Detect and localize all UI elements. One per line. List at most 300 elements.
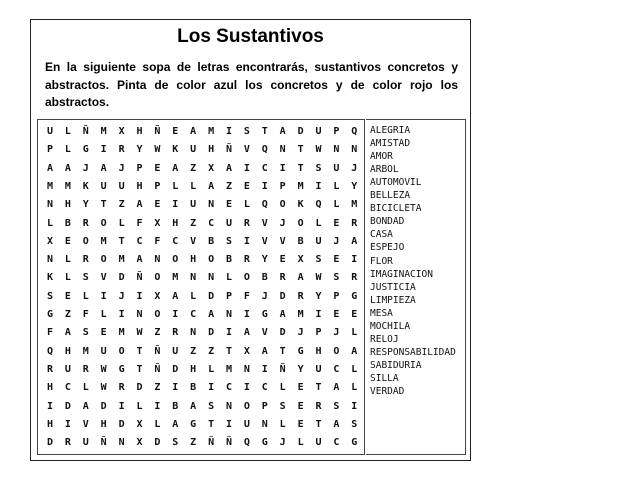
grid-letter[interactable]: O <box>154 309 161 320</box>
grid-letter[interactable]: R <box>297 290 304 302</box>
grid-letter[interactable]: S <box>333 272 340 284</box>
grid-letter[interactable]: O <box>279 199 286 211</box>
grid-letter[interactable]: E <box>64 290 71 302</box>
grid-letter[interactable]: H <box>46 382 54 394</box>
grid-letter[interactable]: Ñ <box>154 126 161 137</box>
grid-letter[interactable]: R <box>82 217 89 229</box>
grid-letter[interactable]: E <box>297 418 304 430</box>
grid-letter[interactable]: L <box>279 382 286 394</box>
grid-letter[interactable]: F <box>82 309 89 320</box>
grid-letter[interactable]: L <box>315 217 322 229</box>
grid-letter[interactable]: G <box>297 345 304 357</box>
grid-letter[interactable]: V <box>261 235 268 247</box>
grid-letter[interactable]: P <box>333 126 340 137</box>
grid-letter[interactable]: L <box>351 327 358 339</box>
grid-letter[interactable]: A <box>136 199 143 211</box>
grid-letter[interactable]: Ñ <box>154 345 161 357</box>
grid-letter[interactable]: N <box>208 272 215 284</box>
grid-letter[interactable]: S <box>172 437 179 449</box>
grid-letter[interactable]: I <box>279 162 286 174</box>
grid-letter[interactable]: X <box>136 437 143 449</box>
grid-letter[interactable]: Z <box>118 199 125 211</box>
grid-letter[interactable]: D <box>118 418 125 430</box>
grid-letter[interactable]: U <box>46 126 54 137</box>
grid-letter[interactable]: I <box>243 162 250 174</box>
grid-letter[interactable]: T <box>279 345 286 357</box>
grid-letter[interactable]: P <box>154 180 161 192</box>
grid-letter[interactable]: Z <box>190 345 197 357</box>
grid-letter[interactable]: I <box>118 309 125 320</box>
grid-letter[interactable]: B <box>225 254 233 266</box>
grid-letter[interactable]: X <box>118 126 125 137</box>
grid-letter[interactable]: Y <box>261 254 268 266</box>
grid-letter[interactable]: L <box>333 199 340 211</box>
grid-letter[interactable]: Q <box>243 437 250 449</box>
grid-letter[interactable]: L <box>190 290 197 302</box>
grid-letter[interactable]: N <box>118 437 125 449</box>
grid-letter[interactable]: U <box>315 126 322 137</box>
grid-letter[interactable]: U <box>315 363 322 375</box>
grid-letter[interactable]: P <box>136 162 143 174</box>
grid-letter[interactable]: I <box>172 309 179 320</box>
grid-letter[interactable]: T <box>315 382 322 394</box>
grid-letter[interactable]: Ñ <box>225 437 233 449</box>
grid-letter[interactable]: A <box>279 309 286 320</box>
grid-letter[interactable]: P <box>261 400 268 412</box>
grid-letter[interactable]: A <box>351 235 358 247</box>
grid-letter[interactable]: C <box>64 382 71 394</box>
grid-letter[interactable]: O <box>100 254 107 266</box>
grid-letter[interactable]: S <box>225 235 233 247</box>
grid-letter[interactable]: J <box>261 290 268 302</box>
grid-letter[interactable]: P <box>333 290 340 302</box>
grid-letter[interactable]: Y <box>82 199 89 211</box>
grid-letter[interactable]: O <box>333 345 340 357</box>
grid-letter[interactable]: Q <box>351 126 358 137</box>
grid-letter[interactable]: Ñ <box>100 437 107 449</box>
grid-letter[interactable]: B <box>190 382 197 394</box>
grid-letter[interactable]: M <box>100 126 107 137</box>
grid-letter[interactable]: J <box>279 437 286 449</box>
grid-letter[interactable]: G <box>351 437 358 449</box>
grid-letter[interactable]: E <box>172 126 179 137</box>
grid-letter[interactable]: A <box>243 327 250 339</box>
grid-letter[interactable]: A <box>82 400 89 412</box>
grid-letter[interactable]: D <box>297 126 304 137</box>
grid-letter[interactable]: N <box>225 309 233 320</box>
grid-letter[interactable]: N <box>46 254 54 266</box>
grid-letter[interactable]: V <box>261 327 268 339</box>
grid-letter[interactable]: G <box>351 290 358 302</box>
grid-letter[interactable]: C <box>333 437 340 449</box>
grid-letter[interactable]: L <box>82 382 89 394</box>
grid-letter[interactable]: C <box>261 382 268 394</box>
grid-letter[interactable]: Y <box>351 180 358 192</box>
grid-letter[interactable]: L <box>46 217 54 229</box>
grid-letter[interactable]: V <box>243 144 250 156</box>
grid-letter[interactable]: A <box>351 345 358 357</box>
grid-letter[interactable]: S <box>82 327 89 339</box>
grid-letter[interactable]: Z <box>154 382 161 394</box>
grid-letter[interactable]: R <box>82 363 89 375</box>
grid-letter[interactable]: Y <box>136 144 143 156</box>
grid-letter[interactable]: I <box>64 418 71 430</box>
grid-letter[interactable]: Q <box>46 345 54 357</box>
grid-letter[interactable]: A <box>190 126 197 137</box>
grid-letter[interactable]: Ñ <box>136 272 143 284</box>
grid-letter[interactable]: W <box>136 327 143 339</box>
grid-letter[interactable]: N <box>190 272 197 284</box>
grid-letter[interactable]: M <box>351 199 358 211</box>
grid-letter[interactable]: T <box>297 162 304 174</box>
grid-letter[interactable]: H <box>136 180 143 192</box>
grid-letter[interactable]: L <box>351 382 358 394</box>
grid-letter[interactable]: D <box>279 290 286 302</box>
grid-letter[interactable]: V <box>261 217 268 229</box>
grid-letter[interactable]: I <box>225 327 233 339</box>
grid-letter[interactable]: L <box>172 180 179 192</box>
grid-letter[interactable]: R <box>82 254 89 266</box>
grid-letter[interactable]: M <box>208 126 215 137</box>
grid-letter[interactable]: C <box>333 363 340 375</box>
grid-letter[interactable]: Z <box>190 437 197 449</box>
grid-letter[interactable]: J <box>279 217 286 229</box>
grid-letter[interactable]: K <box>297 199 304 211</box>
grid-letter[interactable]: I <box>225 126 233 137</box>
grid-letter[interactable]: S <box>333 400 340 412</box>
grid-letter[interactable]: J <box>118 162 125 174</box>
grid-letter[interactable]: D <box>154 437 161 449</box>
grid-letter[interactable]: E <box>64 235 71 247</box>
grid-letter[interactable]: G <box>261 437 268 449</box>
grid-letter[interactable]: M <box>172 272 179 284</box>
grid-letter[interactable]: S <box>315 162 322 174</box>
grid-letter[interactable]: U <box>100 345 107 357</box>
grid-letter[interactable]: M <box>46 180 54 192</box>
grid-letter[interactable]: O <box>208 254 215 266</box>
grid-letter[interactable]: A <box>64 162 71 174</box>
grid-letter[interactable]: M <box>225 363 233 375</box>
grid-letter[interactable]: X <box>136 418 143 430</box>
grid-letter[interactable]: J <box>297 327 304 339</box>
grid-letter[interactable]: D <box>64 400 71 412</box>
grid-letter[interactable]: I <box>351 254 358 266</box>
grid-letter[interactable]: M <box>64 180 71 192</box>
grid-letter[interactable]: T <box>297 144 304 156</box>
grid-letter[interactable]: U <box>315 437 322 449</box>
grid-letter[interactable]: O <box>243 272 250 284</box>
grid-letter[interactable]: N <box>261 418 268 430</box>
grid-letter[interactable]: K <box>82 180 89 192</box>
grid-letter[interactable]: I <box>136 290 143 302</box>
grid-letter[interactable]: Ñ <box>225 144 233 156</box>
grid-letter[interactable]: Q <box>261 199 268 211</box>
grid-letter[interactable]: I <box>172 382 179 394</box>
grid-letter[interactable]: I <box>243 382 250 394</box>
grid-letter[interactable]: S <box>208 400 215 412</box>
grid-letter[interactable]: W <box>100 363 107 375</box>
grid-letter[interactable]: R <box>46 363 54 375</box>
grid-letter[interactable]: I <box>243 309 250 320</box>
grid-letter[interactable]: X <box>243 345 250 357</box>
grid-letter[interactable]: A <box>297 272 304 284</box>
grid-letter[interactable]: U <box>315 235 322 247</box>
grid-letter[interactable]: V <box>100 272 107 284</box>
grid-letter[interactable]: A <box>64 327 71 339</box>
grid-letter[interactable]: L <box>208 363 215 375</box>
grid-letter[interactable]: O <box>243 400 250 412</box>
grid-letter[interactable]: O <box>118 345 125 357</box>
grid-letter[interactable]: R <box>64 437 71 449</box>
grid-letter[interactable]: N <box>154 254 161 266</box>
grid-letter[interactable]: Ñ <box>208 437 215 449</box>
grid-letter[interactable]: H <box>172 217 179 229</box>
grid-letter[interactable]: S <box>243 126 250 137</box>
grid-letter[interactable]: U <box>100 180 107 192</box>
grid-letter[interactable]: R <box>243 217 250 229</box>
grid-letter[interactable]: N <box>208 199 215 211</box>
grid-letter[interactable]: P <box>225 290 233 302</box>
grid-letter[interactable]: D <box>136 382 143 394</box>
grid-letter[interactable]: J <box>333 327 340 339</box>
grid-letter[interactable]: M <box>82 345 89 357</box>
grid-letter[interactable]: D <box>279 327 286 339</box>
grid-letter[interactable]: R <box>118 144 125 156</box>
grid-letter[interactable]: B <box>64 217 71 229</box>
grid-letter[interactable]: F <box>154 235 161 247</box>
grid-letter[interactable]: T <box>208 418 215 430</box>
grid-letter[interactable]: M <box>118 327 125 339</box>
grid-letter[interactable]: L <box>351 363 358 375</box>
grid-letter[interactable]: C <box>136 235 143 247</box>
grid-letter[interactable]: H <box>315 345 322 357</box>
grid-letter[interactable]: I <box>261 363 268 375</box>
grid-letter[interactable]: E <box>333 217 340 229</box>
grid-letter[interactable]: R <box>351 272 358 284</box>
grid-letter[interactable]: L <box>279 418 286 430</box>
grid-letter[interactable]: U <box>118 180 125 192</box>
grid-letter[interactable]: X <box>154 290 161 302</box>
grid-letter[interactable]: Q <box>261 144 268 156</box>
grid-letter[interactable]: G <box>190 418 197 430</box>
grid-letter[interactable]: T <box>315 418 322 430</box>
grid-letter[interactable]: A <box>136 254 143 266</box>
grid-letter[interactable]: N <box>136 309 143 320</box>
grid-letter[interactable]: P <box>315 327 322 339</box>
grid-letter[interactable]: Z <box>190 162 197 174</box>
grid-letter[interactable]: Ñ <box>279 363 286 375</box>
grid-letter[interactable]: N <box>243 363 250 375</box>
grid-letter[interactable]: X <box>297 254 304 266</box>
grid-letter[interactable]: P <box>279 180 286 192</box>
grid-letter[interactable]: O <box>172 254 179 266</box>
grid-letter[interactable]: U <box>333 162 340 174</box>
grid-letter[interactable]: E <box>243 180 250 192</box>
grid-letter[interactable]: L <box>118 217 125 229</box>
grid-letter[interactable]: D <box>46 437 54 449</box>
grid-letter[interactable]: O <box>297 217 304 229</box>
grid-letter[interactable]: H <box>208 144 215 156</box>
grid-letter[interactable]: K <box>46 272 54 284</box>
grid-letter[interactable]: V <box>279 235 286 247</box>
grid-letter[interactable]: I <box>46 400 54 412</box>
grid-letter[interactable]: E <box>297 400 304 412</box>
grid-letter[interactable]: N <box>190 327 197 339</box>
grid-letter[interactable]: N <box>279 144 286 156</box>
grid-letter[interactable]: I <box>351 400 358 412</box>
grid-letter[interactable]: W <box>100 382 107 394</box>
grid-letter[interactable]: L <box>64 126 71 137</box>
grid-letter[interactable]: A <box>333 382 340 394</box>
grid-letter[interactable]: M <box>118 254 125 266</box>
grid-letter[interactable]: F <box>136 217 143 229</box>
grid-letter[interactable]: L <box>190 180 197 192</box>
grid-letter[interactable]: L <box>100 309 107 320</box>
grid-letter[interactable]: W <box>315 144 322 156</box>
grid-letter[interactable]: Z <box>64 309 71 320</box>
grid-letter[interactable]: Z <box>154 327 161 339</box>
grid-letter[interactable]: V <box>190 235 197 247</box>
grid-letter[interactable]: A <box>46 162 54 174</box>
grid-letter[interactable]: N <box>225 400 233 412</box>
grid-letter[interactable]: D <box>172 363 179 375</box>
grid-letter[interactable]: V <box>82 418 89 430</box>
grid-letter[interactable]: J <box>351 162 358 174</box>
grid-letter[interactable]: M <box>297 180 304 192</box>
grid-letter[interactable]: T <box>225 345 233 357</box>
grid-letter[interactable]: C <box>190 309 197 320</box>
grid-letter[interactable]: H <box>64 345 71 357</box>
grid-letter[interactable]: J <box>82 162 89 174</box>
grid-letter[interactable]: F <box>243 290 250 302</box>
grid-letter[interactable]: H <box>64 199 71 211</box>
grid-letter[interactable]: U <box>64 363 71 375</box>
grid-letter[interactable]: B <box>261 272 268 284</box>
grid-letter[interactable]: E <box>154 199 161 211</box>
grid-letter[interactable]: L <box>225 272 233 284</box>
grid-letter[interactable]: S <box>46 290 54 302</box>
grid-letter[interactable]: C <box>225 382 233 394</box>
grid-letter[interactable]: N <box>351 144 358 156</box>
grid-letter[interactable]: G <box>46 309 54 320</box>
grid-letter[interactable]: A <box>190 400 197 412</box>
grid-letter[interactable]: Y <box>297 363 304 375</box>
grid-letter[interactable]: D <box>208 290 215 302</box>
grid-letter[interactable]: H <box>100 418 107 430</box>
grid-letter[interactable]: E <box>333 309 340 320</box>
grid-letter[interactable]: G <box>261 309 268 320</box>
grid-letter[interactable]: L <box>136 400 143 412</box>
grid-letter[interactable]: I <box>225 418 233 430</box>
grid-letter[interactable]: C <box>261 162 268 174</box>
grid-letter[interactable]: E <box>333 254 340 266</box>
grid-letter[interactable]: J <box>333 235 340 247</box>
grid-letter[interactable]: B <box>172 400 179 412</box>
grid-letter[interactable]: H <box>136 126 143 137</box>
grid-letter[interactable]: W <box>315 272 322 284</box>
grid-letter[interactable]: L <box>82 290 89 302</box>
grid-letter[interactable]: I <box>261 180 268 192</box>
grid-letter[interactable]: E <box>225 199 233 211</box>
grid-letter[interactable]: C <box>208 217 215 229</box>
grid-letter[interactable]: O <box>100 217 107 229</box>
grid-letter[interactable]: B <box>208 235 215 247</box>
grid-letter[interactable]: X <box>46 235 54 247</box>
grid-letter[interactable]: R <box>172 327 179 339</box>
grid-letter[interactable]: H <box>46 418 54 430</box>
grid-letter[interactable]: I <box>208 382 215 394</box>
grid-letter[interactable]: F <box>46 327 54 339</box>
grid-letter[interactable]: E <box>100 327 107 339</box>
grid-letter[interactable]: Ñ <box>82 126 89 137</box>
grid-letter[interactable]: O <box>82 235 89 247</box>
grid-letter[interactable]: Z <box>208 345 215 357</box>
grid-letter[interactable]: G <box>118 363 125 375</box>
grid-letter[interactable]: U <box>225 217 233 229</box>
grid-letter[interactable]: I <box>118 400 125 412</box>
grid-letter[interactable]: I <box>315 309 322 320</box>
grid-letter[interactable]: X <box>154 217 161 229</box>
grid-letter[interactable]: A <box>333 418 340 430</box>
grid-letter[interactable]: A <box>172 418 179 430</box>
grid-letter[interactable]: E <box>154 162 161 174</box>
grid-letter[interactable]: A <box>172 290 179 302</box>
grid-letter[interactable]: G <box>82 144 89 156</box>
grid-letter[interactable]: A <box>279 126 286 137</box>
grid-letter[interactable]: B <box>297 235 304 247</box>
grid-letter[interactable]: L <box>64 272 71 284</box>
grid-letter[interactable]: S <box>315 254 322 266</box>
grid-letter[interactable]: T <box>100 199 107 211</box>
grid-letter[interactable]: T <box>261 126 268 137</box>
grid-letter[interactable]: L <box>333 180 340 192</box>
grid-letter[interactable]: A <box>261 345 268 357</box>
grid-letter[interactable]: U <box>82 437 89 449</box>
grid-letter[interactable]: T <box>118 235 125 247</box>
grid-letter[interactable]: R <box>243 254 250 266</box>
grid-letter[interactable]: M <box>297 309 304 320</box>
grid-letter[interactable]: S <box>82 272 89 284</box>
grid-letter[interactable]: U <box>190 144 197 156</box>
grid-letter[interactable]: R <box>315 400 322 412</box>
grid-letter[interactable]: D <box>100 400 107 412</box>
grid-letter[interactable]: S <box>279 400 286 412</box>
grid-letter[interactable]: I <box>154 400 161 412</box>
grid-letter[interactable]: P <box>46 144 54 156</box>
grid-letter[interactable]: E <box>351 309 358 320</box>
grid-letter[interactable]: D <box>208 327 215 339</box>
grid-letter[interactable]: M <box>100 235 107 247</box>
grid-letter[interactable]: A <box>208 309 215 320</box>
grid-letter[interactable]: T <box>136 345 143 357</box>
grid-letter[interactable]: Z <box>225 180 233 192</box>
grid-letter[interactable]: D <box>118 272 125 284</box>
grid-letter[interactable]: I <box>100 290 107 302</box>
grid-letter[interactable]: R <box>351 217 358 229</box>
grid-letter[interactable]: O <box>154 272 161 284</box>
grid-letter[interactable]: E <box>279 254 286 266</box>
grid-letter[interactable]: L <box>154 418 161 430</box>
grid-letter[interactable]: K <box>172 144 179 156</box>
grid-letter[interactable]: E <box>297 382 304 394</box>
grid-letter[interactable]: A <box>208 180 215 192</box>
grid-letter[interactable]: I <box>243 235 250 247</box>
grid-letter[interactable]: J <box>118 290 125 302</box>
grid-letter[interactable]: C <box>172 235 179 247</box>
grid-letter[interactable]: I <box>100 144 107 156</box>
grid-letter[interactable]: L <box>64 254 71 266</box>
grid-letter[interactable]: A <box>225 162 233 174</box>
